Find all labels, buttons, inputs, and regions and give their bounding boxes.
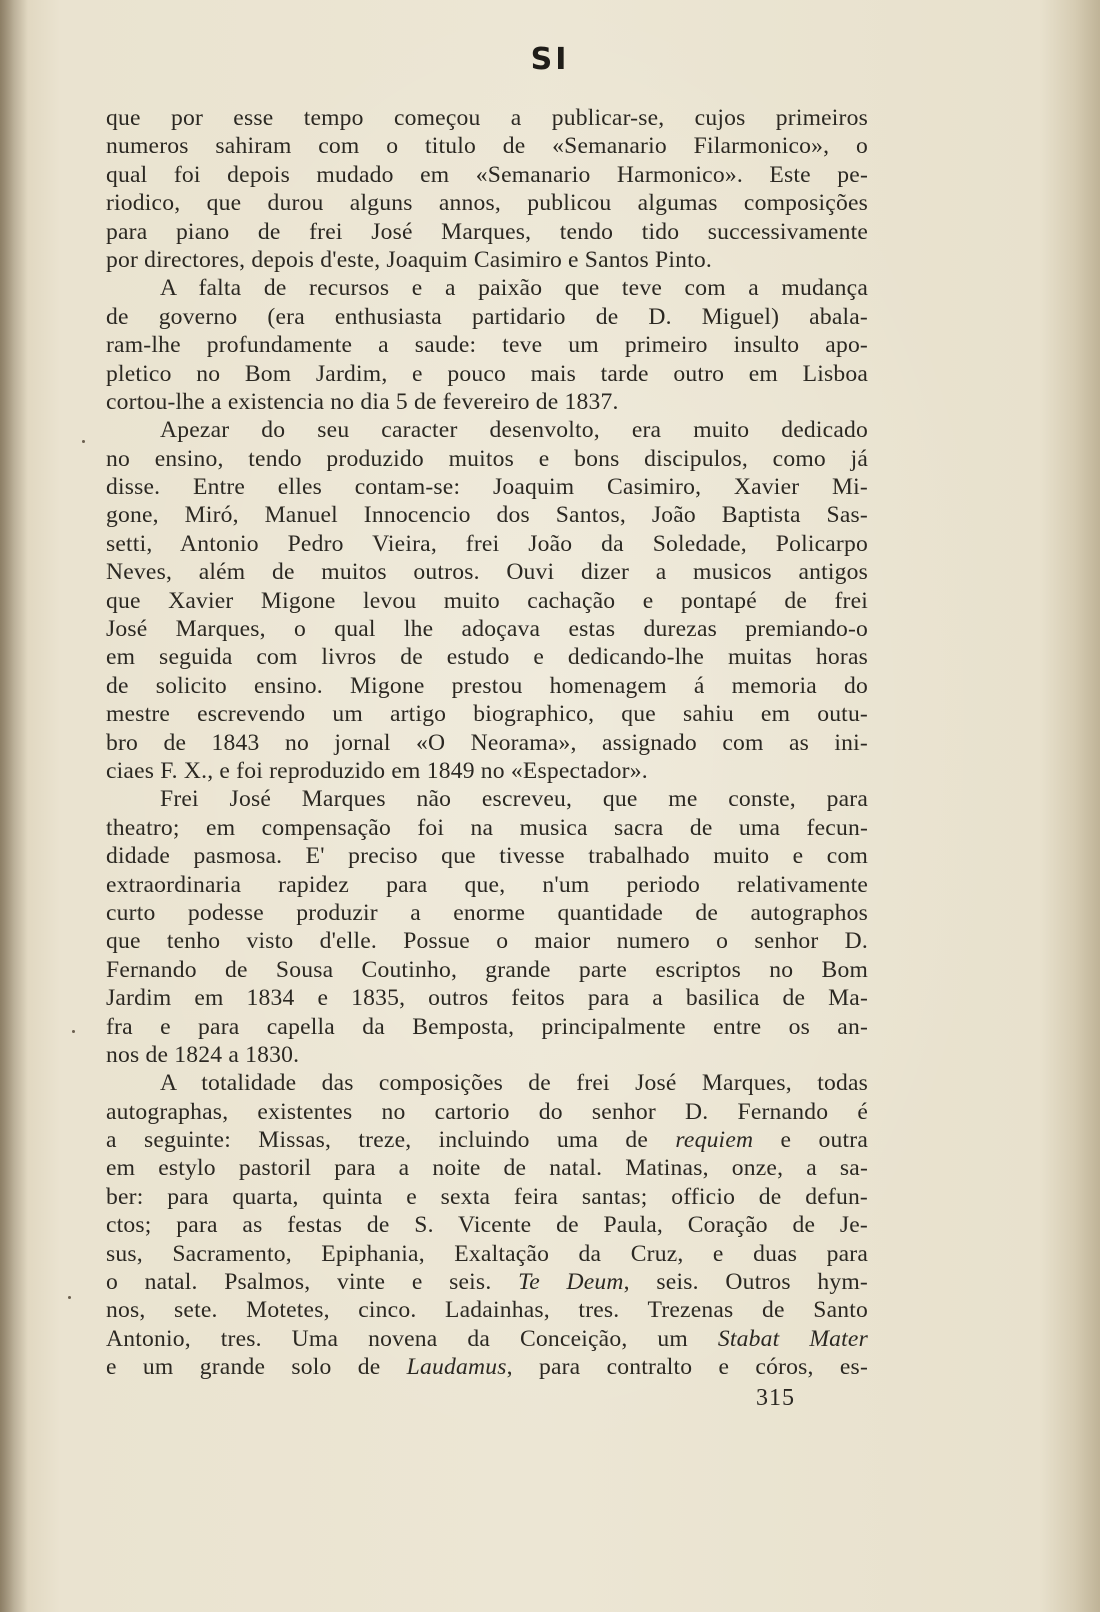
italic-term: Laudamus bbox=[406, 1354, 507, 1381]
text-line: para piano de frei José Marques, tendo tido successivamente bbox=[106, 218, 868, 245]
text-segment: a seguinte: Missas, treze, incluindo uma de bbox=[106, 1127, 676, 1154]
paragraph bbox=[106, 785, 868, 1069]
text-line: curto podesse produzir a enorme quantidade de autographos bbox=[106, 899, 868, 926]
text-line: em estylo pastoril para a noite de natal. Matinas, onze, a sa- bbox=[106, 1155, 868, 1182]
text-line: cortou-lhe a existencia no dia 5 de fevereiro de 1837. bbox=[106, 388, 619, 415]
text-line: theatro; em compensação foi na musica sacra de uma fecun- bbox=[106, 814, 868, 841]
italic-term: Stabat Mater bbox=[717, 1325, 868, 1352]
page-edge-shadow bbox=[0, 0, 28, 1612]
text-line: Fernando de Sousa Coutinho, grande parte escriptos no Bom bbox=[106, 956, 868, 983]
text-line: de solicito ensino. Migone prestou homenagem á memoria do bbox=[106, 672, 868, 699]
text-line: de governo (era enthusiasta partidario de D. Miguel) abala- bbox=[106, 303, 868, 330]
text-line: que Xavier Migone levou muito cachação e pontapé de frei bbox=[106, 587, 868, 614]
text-line: qual foi depois mudado em «Semanario Harmonico». Este pe- bbox=[106, 161, 868, 188]
text-line: disse. Entre elles contam-se: Joaquim Casimiro, Xavier Mi- bbox=[106, 474, 868, 501]
text-line: A falta de recursos e a paixão que teve com a mudança bbox=[160, 275, 868, 302]
text-line: José Marques, o qual lhe adoçava estas durezas premiando-o bbox=[106, 616, 868, 643]
text-line: ber: para quarta, quinta e sexta feira santas; officio de defun- bbox=[106, 1183, 868, 1210]
text-line: ram-lhe profundamente a saude: teve um primeiro insulto apo- bbox=[106, 332, 868, 359]
text-line: A totalidade das composições de frei José Marques, todas bbox=[160, 1070, 868, 1097]
text-segment: e outra bbox=[753, 1127, 868, 1154]
margin-speck bbox=[72, 1030, 75, 1033]
text-line: nos, sete. Motetes, cinco. Ladainhas, tres. Trezenas de Santo bbox=[106, 1297, 868, 1324]
text-line: didade pasmosa. E' preciso que tivesse trabalhado muito e com bbox=[106, 843, 868, 870]
text-line: ciaes F. X., e foi reproduzido em 1849 no «Espectador». bbox=[106, 757, 648, 784]
text-segment: o natal. Psalmos, vinte e seis. bbox=[106, 1269, 519, 1296]
margin-speck bbox=[82, 440, 85, 443]
text-line: mestre escrevendo um artigo biographico, que sahiu em outu- bbox=[106, 701, 868, 728]
text-line: autographas, existentes no cartorio do senhor D. Fernando é bbox=[106, 1098, 868, 1125]
text-line: que tenho visto d'elle. Possue o maior numero o senhor D. bbox=[106, 928, 868, 955]
text-segment: Antonio, tres. Uma novena da Conceição, um bbox=[106, 1325, 718, 1352]
text-line: por directores, depois d'este, Joaquim Casimiro e Santos Pinto. bbox=[106, 246, 712, 273]
text-segment: e um grande solo de bbox=[106, 1354, 407, 1381]
text-line: bro de 1843 no jornal «O Neorama», assignado com as ini- bbox=[106, 729, 868, 756]
paragraph bbox=[106, 274, 868, 416]
italic-term: requiem bbox=[675, 1127, 754, 1154]
margin-speck bbox=[68, 1296, 71, 1299]
italic-term: Te Deum bbox=[518, 1269, 624, 1296]
text-line: nos de 1824 a 1830. bbox=[106, 1041, 300, 1068]
text-segment: , seis. Outros hym- bbox=[623, 1269, 868, 1296]
paragraph bbox=[106, 416, 868, 785]
text-line: sus, Sacramento, Epiphania, Exaltação da Cruz, e duas para bbox=[106, 1240, 868, 1267]
text-line: Jardim em 1834 e 1835, outros feitos para a basilica de Ma- bbox=[106, 985, 868, 1012]
text-line: Frei José Marques não escreveu, que me conste, para bbox=[160, 786, 868, 813]
text-line: setti, Antonio Pedro Vieira, frei João da Soledade, Policarpo bbox=[106, 530, 868, 557]
text-line bbox=[106, 1268, 868, 1296]
paragraph bbox=[106, 1069, 868, 1381]
running-head: SI bbox=[530, 42, 570, 77]
text-line: extraordinaria rapidez para que, n'um periodo relativamente bbox=[106, 871, 868, 898]
text-line bbox=[106, 1353, 868, 1381]
text-line: Apezar do seu caracter desenvolto, era muito dedicado bbox=[160, 417, 868, 444]
text-line bbox=[106, 1325, 868, 1353]
page-number: 315 bbox=[756, 1385, 795, 1411]
text-segment: , para contralto e córos, es- bbox=[506, 1354, 868, 1381]
text-line: riodico, que durou alguns annos, publicou algumas composições bbox=[106, 190, 868, 217]
body-text bbox=[106, 104, 868, 1382]
text-line: ctos; para as festas de S. Vicente de Paula, Coração de Je- bbox=[106, 1212, 868, 1239]
text-line: Neves, além de muitos outros. Ouvi dizer a musicos antigos bbox=[106, 559, 868, 586]
text-line: pletico no Bom Jardim, e pouco mais tarde outro em Lisboa bbox=[106, 360, 868, 387]
text-line: em seguida com livros de estudo e dedicando-lhe muitas horas bbox=[106, 644, 868, 671]
paragraph bbox=[106, 104, 868, 274]
text-line: numeros sahiram com o titulo de «Semanario Filarmonico», o bbox=[106, 133, 868, 160]
text-line bbox=[106, 1126, 868, 1154]
text-line: que por esse tempo começou a publicar-se, cujos primeiros bbox=[106, 105, 868, 131]
text-line: no ensino, tendo produzido muitos e bons discipulos, como já bbox=[106, 445, 868, 472]
text-line: fra e para capella da Bemposta, principalmente entre os an- bbox=[106, 1013, 868, 1040]
text-line: gone, Miró, Manuel Innocencio dos Santos, João Baptista Sas- bbox=[106, 502, 868, 529]
